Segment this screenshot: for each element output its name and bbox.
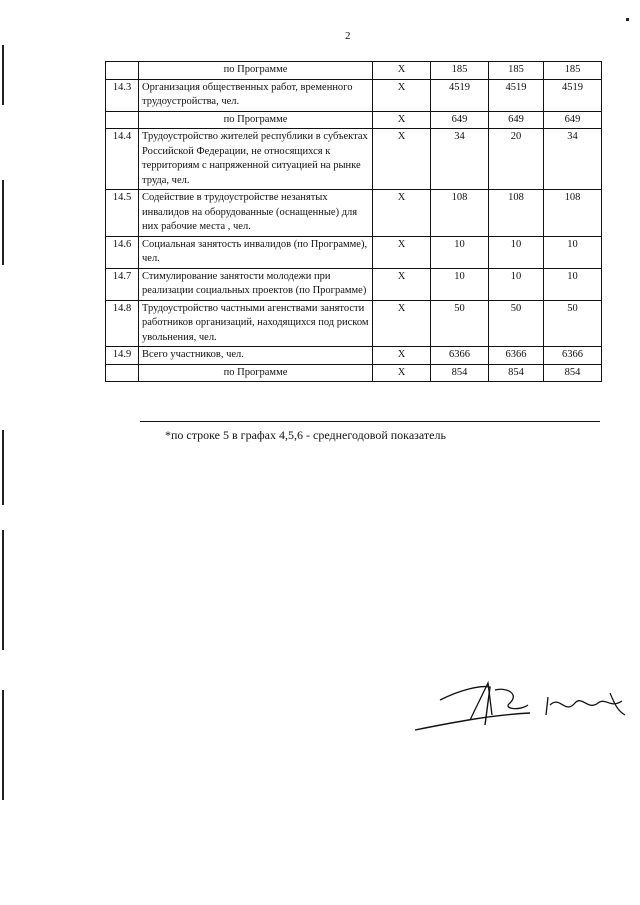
scan-mark-bottom	[2, 530, 4, 650]
table-row	[106, 79, 602, 111]
row-number: 14.3	[106, 79, 139, 111]
row-x: Х	[373, 364, 431, 382]
row-value-2: 50	[489, 300, 544, 347]
row-value-2: 185	[489, 62, 544, 80]
row-value-3: 34	[544, 129, 602, 190]
row-label: по Программе	[139, 364, 373, 382]
row-value-2: 20	[489, 129, 544, 190]
row-label: Трудоустройство жителей республики в субъектах Российской Федерации, не относящихся к территориям с напряженной ситуацией на рынке труда, чел.	[139, 129, 373, 190]
table-row	[106, 111, 602, 129]
row-number: 14.8	[106, 300, 139, 347]
table-row	[106, 268, 602, 300]
table-row	[106, 129, 602, 190]
row-number: 14.7	[106, 268, 139, 300]
row-value-1: 854	[431, 364, 489, 382]
footnote: *по строке 5 в графах 4,5,6 - среднегодовой показатель	[165, 428, 446, 442]
scan-mark-end	[2, 690, 4, 800]
row-label: Трудоустройство частными агенствами занятости работников организаций, находящихся под риском увольнения, чел.	[139, 300, 373, 347]
row-x: Х	[373, 111, 431, 129]
data-table	[105, 61, 602, 382]
page-number: 2	[345, 30, 351, 42]
row-label: Социальная занятость инвалидов (по Программе), чел.	[139, 236, 373, 268]
row-value-2: 10	[489, 268, 544, 300]
footnote-separator	[140, 421, 600, 422]
row-value-1: 108	[431, 190, 489, 237]
row-value-2: 4519	[489, 79, 544, 111]
row-x: Х	[373, 347, 431, 365]
row-value-3: 185	[544, 62, 602, 80]
scan-mark-top	[2, 45, 4, 105]
row-label: Стимулирование занятости молодежи при реализации социальных проектов (по Программе)	[139, 268, 373, 300]
row-value-2: 649	[489, 111, 544, 129]
row-number: 14.5	[106, 190, 139, 237]
table-row	[106, 300, 602, 347]
row-value-1: 185	[431, 62, 489, 80]
row-number: 14.9	[106, 347, 139, 365]
row-value-3: 10	[544, 268, 602, 300]
table-row	[106, 347, 602, 365]
row-label: по Программе	[139, 62, 373, 80]
row-value-3: 4519	[544, 79, 602, 111]
row-value-3: 649	[544, 111, 602, 129]
scan-dot-right	[626, 18, 629, 21]
row-value-1: 34	[431, 129, 489, 190]
row-number	[106, 364, 139, 382]
row-value-3: 108	[544, 190, 602, 237]
row-value-2: 108	[489, 190, 544, 237]
row-value-3: 50	[544, 300, 602, 347]
row-label: Всего участников, чел.	[139, 347, 373, 365]
row-x: Х	[373, 268, 431, 300]
scan-mark-mid	[2, 180, 4, 265]
row-value-1: 10	[431, 236, 489, 268]
row-value-1: 10	[431, 268, 489, 300]
row-number	[106, 111, 139, 129]
row-number	[106, 62, 139, 80]
row-x: Х	[373, 62, 431, 80]
row-label: Содействие в трудоустройстве незанятых инвалидов на оборудованные (оснащенные) для них рабочие места , чел.	[139, 190, 373, 237]
row-value-1: 4519	[431, 79, 489, 111]
handwritten-signature	[410, 675, 630, 740]
row-value-2: 10	[489, 236, 544, 268]
table-row	[106, 190, 602, 237]
row-x: Х	[373, 236, 431, 268]
row-x: Х	[373, 129, 431, 190]
row-x: Х	[373, 190, 431, 237]
row-value-3: 854	[544, 364, 602, 382]
row-value-3: 6366	[544, 347, 602, 365]
row-number: 14.4	[106, 129, 139, 190]
row-value-1: 649	[431, 111, 489, 129]
row-value-1: 50	[431, 300, 489, 347]
row-value-2: 6366	[489, 347, 544, 365]
row-value-3: 10	[544, 236, 602, 268]
table-row	[106, 236, 602, 268]
row-x: Х	[373, 300, 431, 347]
row-x: Х	[373, 79, 431, 111]
row-value-2: 854	[489, 364, 544, 382]
scan-mark-lower	[2, 430, 4, 505]
table-row	[106, 364, 602, 382]
row-label: Организация общественных работ, временного трудоустройства, чел.	[139, 79, 373, 111]
row-number: 14.6	[106, 236, 139, 268]
row-value-1: 6366	[431, 347, 489, 365]
row-label: по Программе	[139, 111, 373, 129]
table-row	[106, 62, 602, 80]
